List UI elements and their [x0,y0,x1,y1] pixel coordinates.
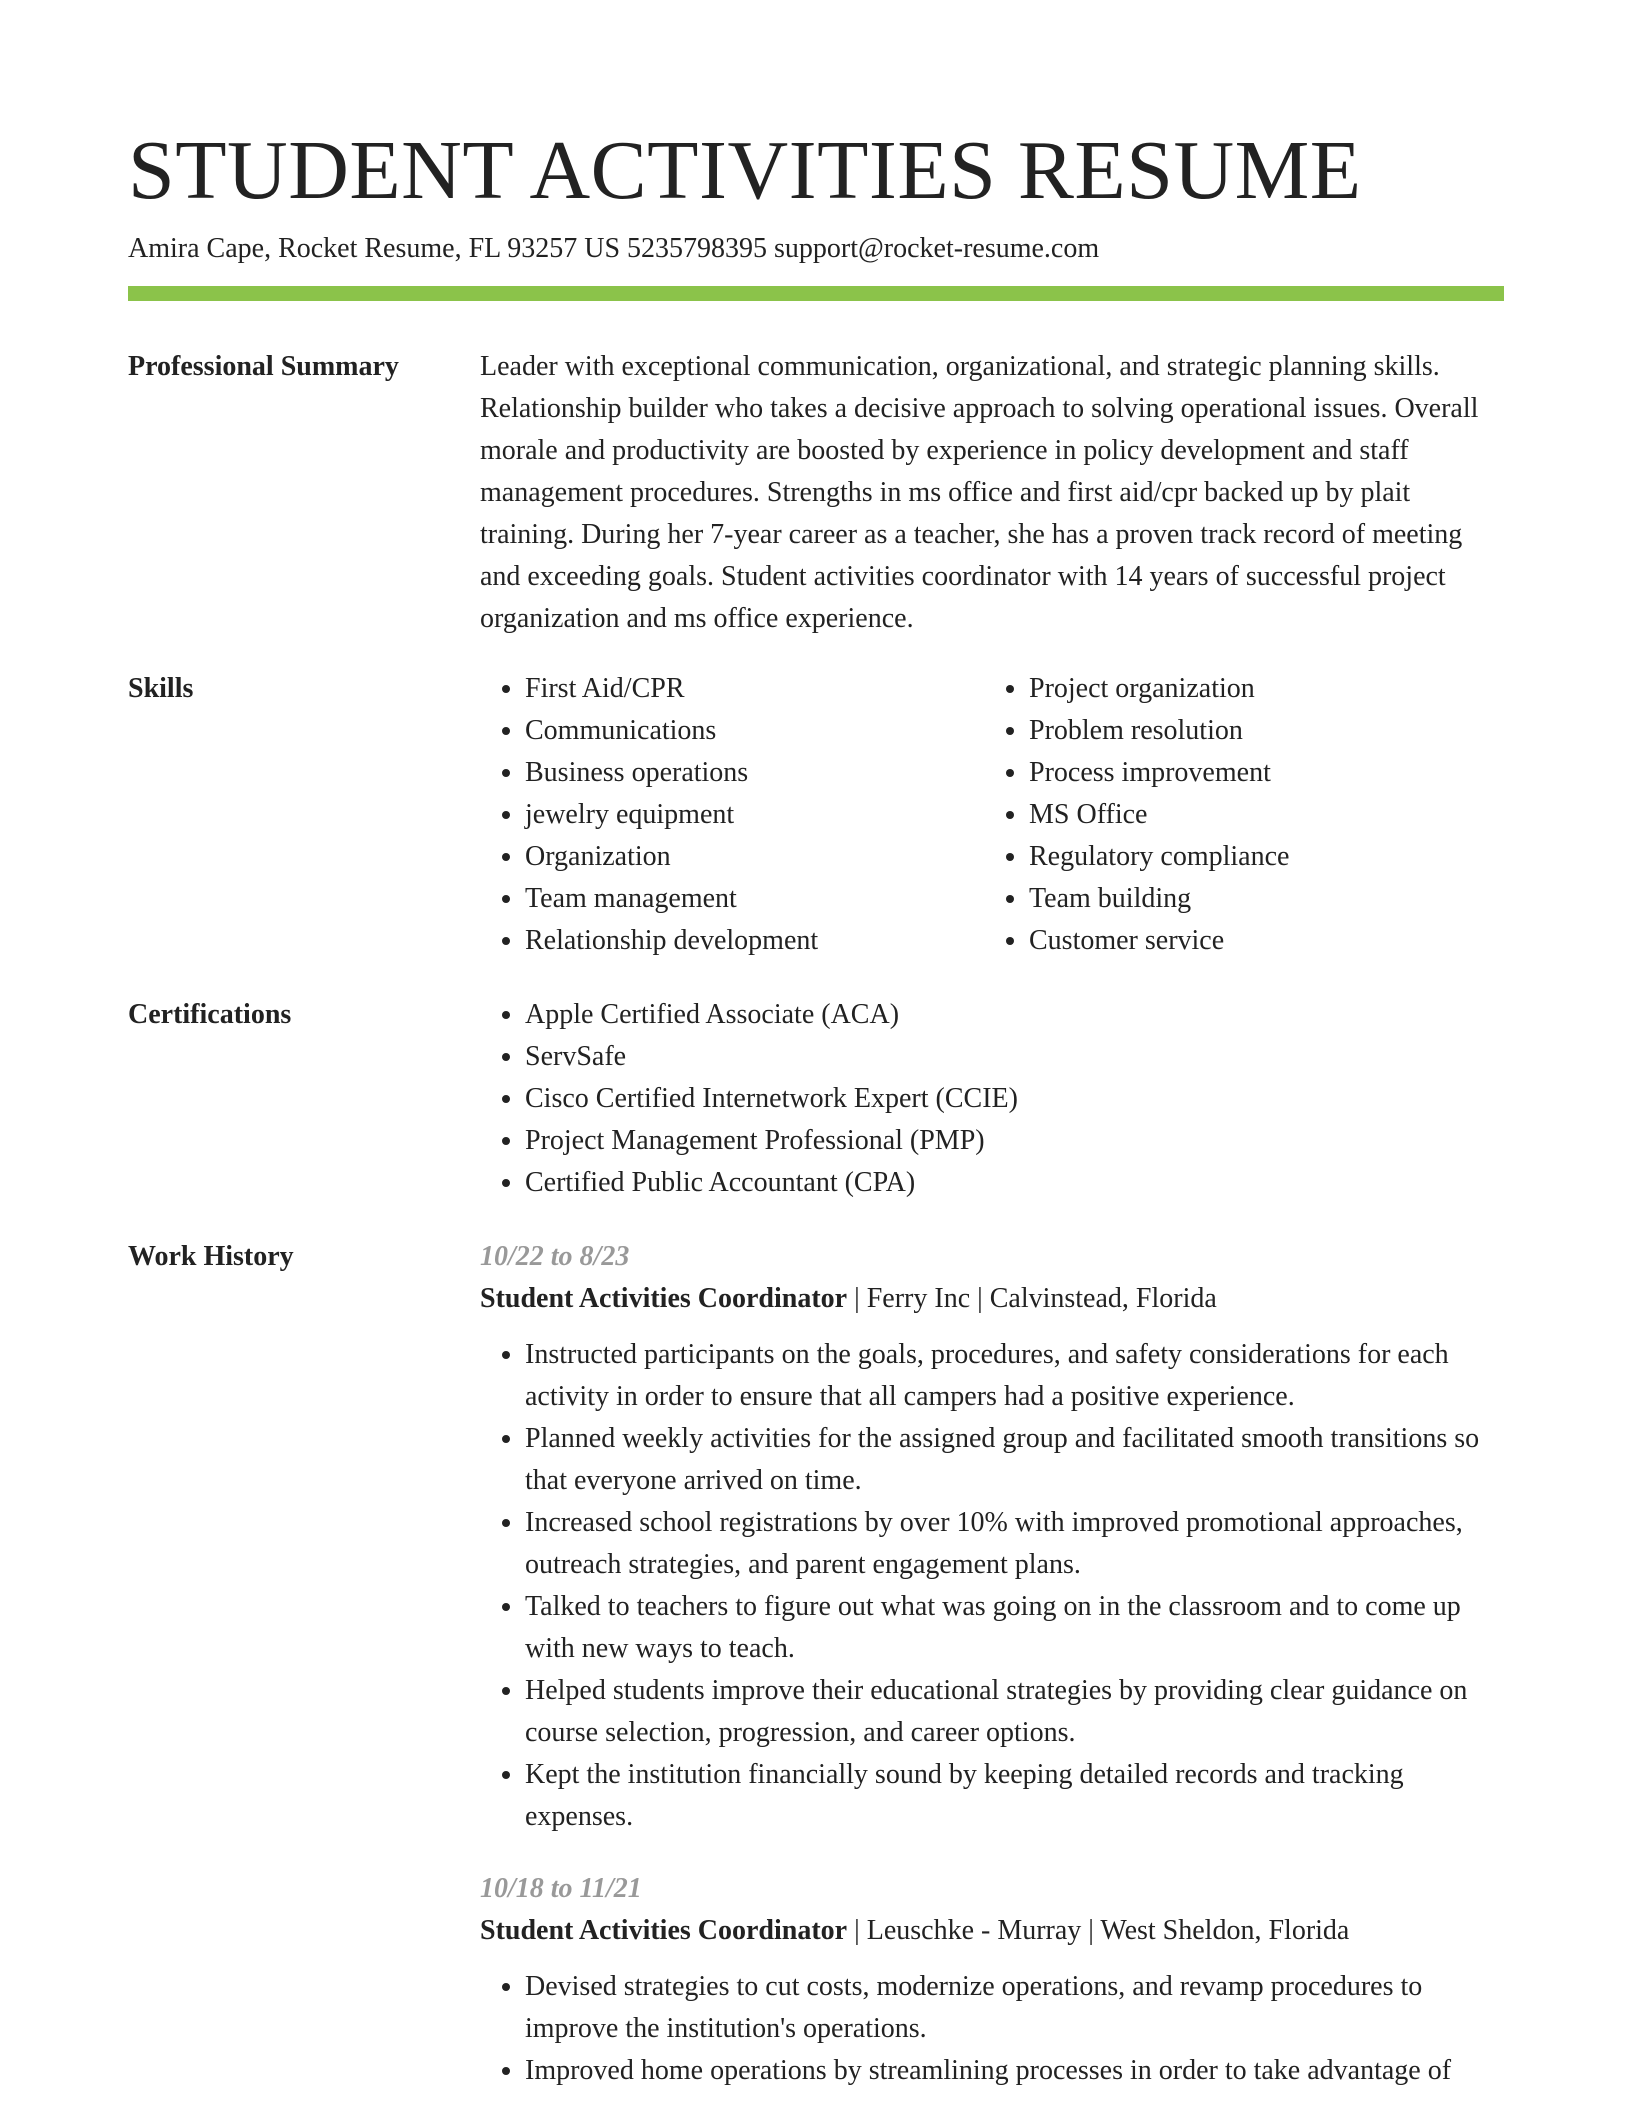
list-item: • Project Management Professional (PMP) [525,1120,1504,1162]
list-item: • Communications [525,710,980,752]
list-item: • Team management [525,878,980,920]
certifications-list [480,994,1504,1204]
job-entry [480,1868,1504,2092]
list-item: • Instructed participants on the goals, procedures, and safety considerations for each activity in order to ensure that all campers had a positive experience. [525,1334,1504,1418]
job-title: Student Activities Coordinator [480,1283,848,1314]
list-item: • ServSafe [525,1036,1504,1078]
list-item: • Relationship development [525,920,980,962]
list-item: • Talked to teachers to figure out what was going on in the classroom and to come up with new ways to teach. [525,1586,1504,1670]
accent-divider [128,286,1504,301]
job-heading [480,1278,1504,1320]
job-dates: 10/18 to 11/21 [480,1873,642,1904]
section-label-summary: Professional Summary [128,351,399,382]
list-item: • Regulatory compliance [1029,836,1484,878]
list-item: • Process improvement [1029,752,1484,794]
list-item: • Organization [525,836,980,878]
list-item: • Project organization [1029,668,1484,710]
list-item: • jewelry equipment [525,794,980,836]
skills-list-right [984,668,1484,962]
resume-title: STUDENT ACTIVITIES RESUME [128,124,1362,217]
job-dates: 10/22 to 8/23 [480,1241,630,1272]
list-item: • Customer service [1029,920,1484,962]
list-item: • Planned weekly activities for the assigned group and facilitated smooth transitions so that everyone arrived on time. [525,1418,1504,1502]
section-label-work-history: Work History [128,1241,294,1272]
section-label-skills: Skills [128,673,194,704]
list-item: • Improved home operations by streamlining processes in order to take advantage of [525,2050,1504,2092]
list-item: • Problem resolution [1029,710,1484,752]
work-history-body [480,1236,1504,2092]
list-item: • Certified Public Accountant (CPA) [525,1162,1504,1204]
job-details: | Ferry Inc | Calvinstead, Florida [847,1283,1217,1314]
skills-list-left [480,668,980,962]
job-entry [480,1236,1504,1838]
certifications-body [480,994,1504,1204]
list-item: • First Aid/CPR [525,668,980,710]
skills-column-left [480,668,980,962]
list-item: • Team building [1029,878,1484,920]
summary-body [480,346,1504,640]
summary-text: Leader with exceptional communication, organizational, and strategic planning skills. Relationship builder who takes a decisive approach to solving operational issues. Overall morale and productivity are boosted by experience in policy development and staff management procedures. Strengths in ms office and first aid/cpr backed up by plait training. During her 7-year career as a teacher, she has a proven track record of meeting and exceeding goals. Student activities coordinator with 14 years of successful project organization and ms office experience. [480,351,1479,634]
list-item: • Increased school registrations by over 10% with improved promotional approaches, outreach strategies, and parent engagement plans. [525,1502,1504,1586]
job-title: Student Activities Coordinator [480,1915,848,1946]
contact-line: Amira Cape, Rocket Resume, FL 93257 US 5235798395 support@rocket-resume.com [128,233,1100,264]
list-item: • Apple Certified Associate (ACA) [525,994,1504,1036]
list-item: • Cisco Certified Internetwork Expert (CCIE) [525,1078,1504,1120]
list-item: • Business operations [525,752,980,794]
list-item: • MS Office [1029,794,1484,836]
list-item: • Helped students improve their educational strategies by providing clear guidance on course selection, progression, and career options. [525,1670,1504,1754]
skills-column-right [984,668,1484,962]
list-item: • Kept the institution financially sound by keeping detailed records and tracking expenses. [525,1754,1504,1838]
job-heading [480,1910,1504,1952]
job-bullets [480,1966,1504,2092]
job-details: | Leuschke - Murray | West Sheldon, Florida [847,1915,1350,1946]
job-bullets [480,1334,1504,1838]
list-item: • Devised strategies to cut costs, modernize operations, and revamp procedures to improve the institution's operations. [525,1966,1504,2050]
section-label-certifications: Certifications [128,999,292,1030]
